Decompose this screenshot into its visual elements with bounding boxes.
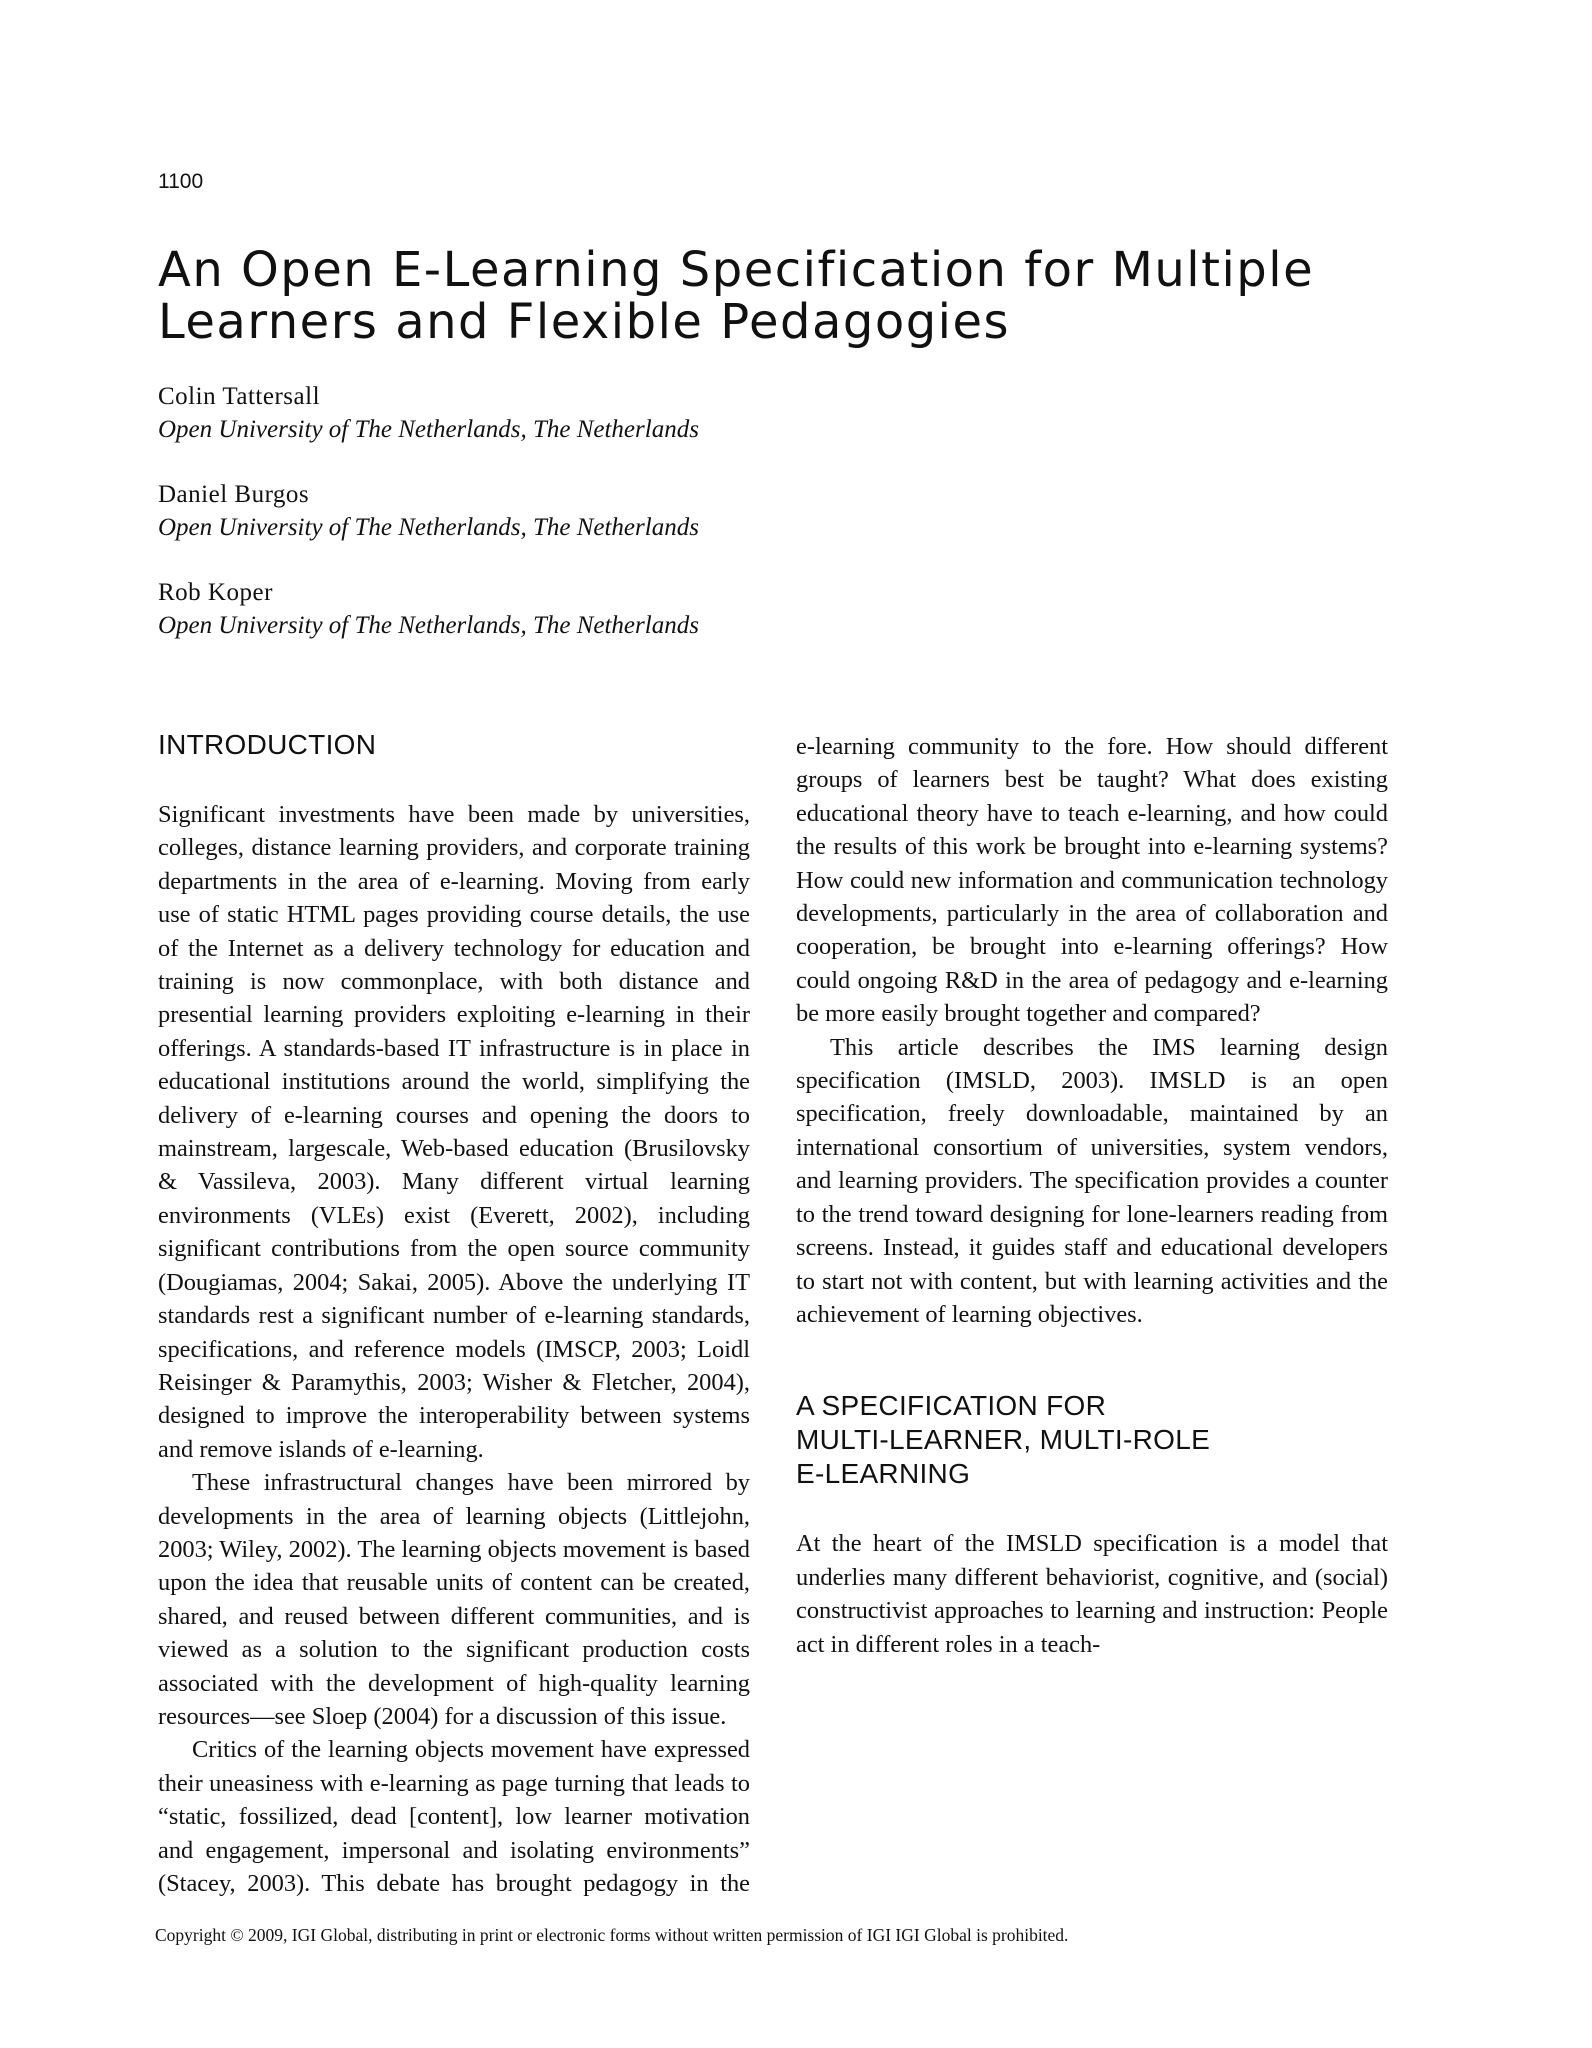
author-entry	[158, 380, 1058, 446]
introduction-paragraph-4: This article describes the IMS learning design specification (IMSLD, 2003). IMSLD is an open specification, freely downloadable, maintained by an international consortium of universities, system vendors, and learning providers. The specification provides a counter to the trend toward designing for lone-learners reading from screens. Instead, it guides staff and educational developers to start not with content, but with learning activities and the achievement of learning objectives.	[796, 1033, 1388, 1328]
section-2-paragraph-1: At the heart of the IMSLD specification is a model that underlies many different behaviorist, cognitive, and (social) constructivist approaches to learning and instruction: People act in different roles in a teach-	[796, 1530, 1388, 1658]
page-number: 1100	[158, 170, 204, 193]
left-column	[158, 728, 750, 1900]
title-line-2: Learners and Flexible Pedagogies	[158, 294, 1011, 350]
article-title	[158, 244, 1438, 348]
introduction-paragraph-1: Significant investments have been made by universities, colleges, distance learning providers, and corporate training departments in the area of e-learning. Moving from early use of static HTML pages providing course details, the use of the Internet as a delivery technology for education and training is now commonplace, with both distance and presential learning providers exploiting e-learning in their offerings. A standards-based IT infrastructure is in place in educational institutions around the world, simplifying the delivery of e-learning courses and opening the doors to mainstream, largescale, Web-based education (Brusilovsky & Vassileva, 2003). Many different virtual learning environments (VLEs) exist (Everett, 2002), including significant contributions from the open source community (Dougiamas, 2004; Sakai, 2005). Above the underlying IT standards rest a significant number of e-learning standards, specifications, and reference models (IMSCP, 2003; Loidl Reisinger & Paramythis, 2003; Wisher & Fletcher, 2004), designed to improve the interoperability between systems and remove islands of e-learning.	[158, 801, 750, 1463]
right-column	[796, 730, 1388, 1661]
section-2-heading-line-3: E-LEARNING	[796, 1458, 971, 1490]
author-affiliation: Open University of The Netherlands, The Netherlands	[158, 514, 699, 541]
section-2-heading-line-2: MULTI-LEARNER, MULTI-ROLE	[796, 1424, 1211, 1456]
introduction-paragraph-3-continued: e-learning community to the fore. How should different groups of learners best be taught? What does existing educational theory have to teach e-learning, and how could the results of this work be brought into e-learning systems? How could new information and communication technology developments, particularly in the area of collaboration and cooperation, be brought into e-learning offerings? How could ongoing R&D in the area of pedagogy and e-learning be more easily brought together and compared?	[796, 733, 1388, 1028]
section-2-heading-line-1: A SPECIFICATION FOR	[796, 1390, 1107, 1422]
author-list	[158, 380, 1058, 674]
section-2-heading	[796, 1389, 1388, 1491]
author-affiliation: Open University of The Netherlands, The Netherlands	[158, 416, 699, 443]
title-line-1: An Open E-Learning Specification for Multiple	[158, 242, 1315, 298]
introduction-paragraph-3: Critics of the learning objects movement have expressed their uneasiness with e-learning as page turning that leads to “static, fossilized, dead [content], low learner motivation and engagement, impersonal and isolating environments” (Stacey, 2003). This debate has brought pedagogy in the	[158, 1736, 750, 1897]
author-name: Colin Tattersall	[158, 383, 321, 410]
author-name: Rob Koper	[158, 579, 273, 606]
author-entry	[158, 576, 1058, 642]
introduction-heading: INTRODUCTION	[158, 729, 377, 760]
author-entry	[158, 478, 1058, 544]
copyright-notice: Copyright © 2009, IGI Global, distributing in print or electronic forms without written permission of IGI IGI Global is prohibited.	[155, 1925, 1069, 1945]
introduction-paragraph-2: These infrastructural changes have been mirrored by developments in the area of learning objects (Littlejohn, 2003; Wiley, 2002). The learning objects movement is based upon the idea that reusable units of content can be created, shared, and reused between different communities, and is viewed as a solution to the significant production costs associated with the development of high-quality learning resources—see Sloep (2004) for a discussion of this issue.	[158, 1469, 750, 1730]
author-affiliation: Open University of The Netherlands, The Netherlands	[158, 612, 699, 639]
author-name: Daniel Burgos	[158, 481, 310, 508]
